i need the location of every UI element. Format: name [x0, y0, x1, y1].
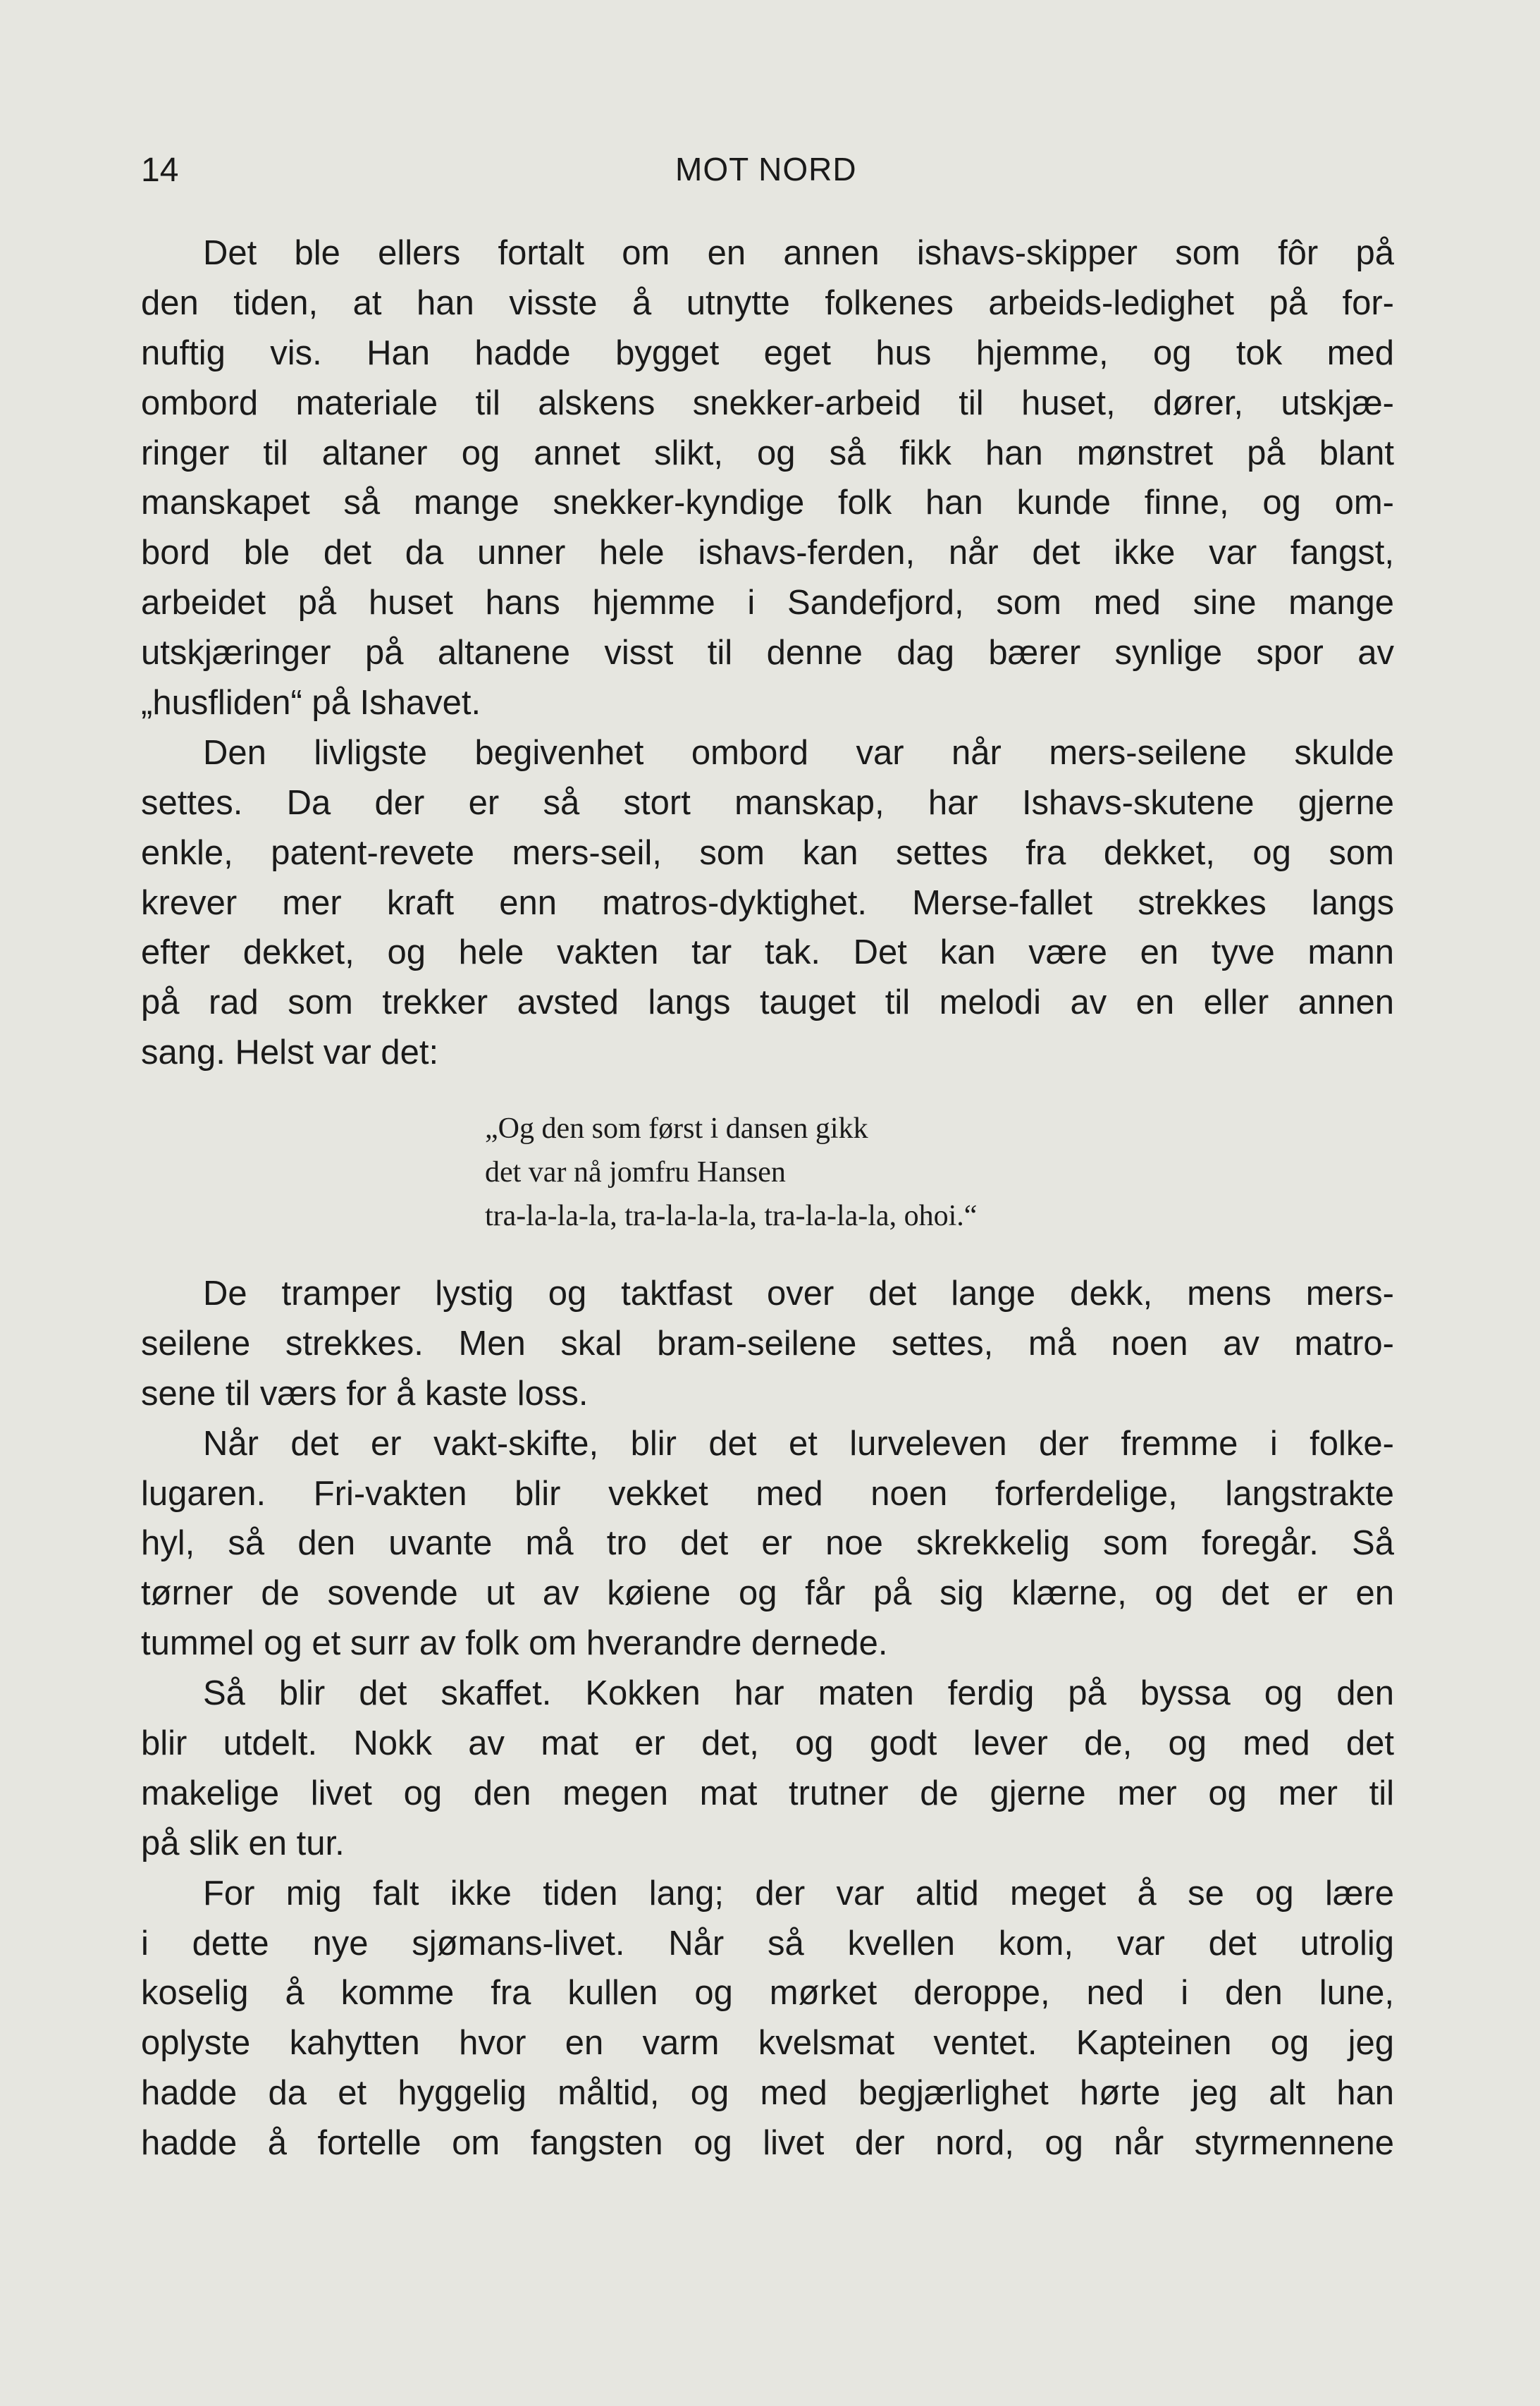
- text-line: arbeidet på huset hans hjemme i Sandefjord, som med sine mange: [141, 584, 1394, 622]
- text-line: på slik en tur.: [141, 1824, 345, 1862]
- text-line: For mig falt ikke tiden lang; der var altid meget å se og lære: [203, 1874, 1394, 1913]
- text-line: nuftig vis. Han hadde bygget eget hus hjemme, og tok med: [141, 333, 1394, 372]
- text-line: krever mer kraft enn matros-dyktighet. Merse-fallet strekkes langs: [141, 883, 1394, 922]
- text-line: „husfliden“ på Ishavet.: [141, 684, 481, 723]
- text-line: sang. Helst var det:: [141, 1033, 439, 1072]
- text-line: koselig å komme fra kullen og mørket deroppe, ned i den lune,: [141, 1974, 1394, 2013]
- verse-line: „Og den som først i dansen gikk: [485, 1112, 868, 1145]
- verse-line: tra-la-la-la, tra-la-la-la, tra-la-la-la, ohoi.“: [485, 1200, 978, 1232]
- text-line: hyl, så den uvante må tro det er noe skrekkelig som foregår. Så: [141, 1524, 1394, 1563]
- text-line: efter dekket, og hele vakten tar tak. Det kan være en tyve mann: [141, 933, 1394, 972]
- text-line: lugaren. Fri-vakten blir vekket med noen forferdelige, langstrakte: [141, 1474, 1394, 1513]
- running-title: MOT NORD: [675, 151, 857, 188]
- text-line: manskapet så mange snekker-kyndige folk han kunde finne, og om-: [141, 484, 1394, 522]
- text-line: seilene strekkes. Men skal bram-seilene settes, må noen av matro-: [141, 1324, 1394, 1363]
- text-line: oplyste kahytten hvor en varm kvelsmat ventet. Kapteinen og jeg: [141, 2024, 1394, 2063]
- text-line: i dette nye sjømans-livet. Når så kvellen kom, var det utrolig: [141, 1924, 1394, 1963]
- verse-quote: [485, 1107, 977, 1238]
- text-line: på rad som trekker avsted langs tauget til melodi av en eller annen: [141, 983, 1394, 1022]
- text-line: den tiden, at han visste å utnytte folkenes arbeids-ledighet på for-: [141, 283, 1394, 322]
- text-line: makelige livet og den megen mat trutner de gjerne mer og mer til: [141, 1774, 1394, 1812]
- text-line: ombord materiale til alskens snekker-arbeid til huset, dører, utskjæ-: [141, 383, 1394, 422]
- text-line: bord ble det da unner hele ishavs-ferden, når det ikke var fangst,: [141, 534, 1394, 572]
- text-line: hadde å fortelle om fangsten og livet der nord, og når styrmennene: [141, 2124, 1394, 2163]
- text-line: enkle, patent-revete mers-seil, som kan settes fra dekket, og som: [141, 833, 1394, 872]
- text-line: Når det er vakt-skifte, blir det et lurveleven der fremme i folke-: [203, 1424, 1394, 1463]
- page-number: 14: [141, 152, 179, 189]
- verse-line: det var nå jomfru Hansen: [485, 1156, 786, 1189]
- text-line: Det ble ellers fortalt om en annen ishavs-skipper som fôr på: [203, 234, 1394, 272]
- text-line: De tramper lystig og taktfast over det lange dekk, mens mers-: [203, 1275, 1394, 1313]
- text-line: Den livligste begivenhet ombord var når mers-seilene skulde: [203, 733, 1394, 772]
- text-line: settes. Da der er så stort manskap, har Ishavs-skutene gjerne: [141, 783, 1394, 822]
- text-line: hadde da et hyggelig måltid, og med begjærlighet hørte jeg alt han: [141, 2074, 1394, 2113]
- text-line: sene til værs for å kaste loss.: [141, 1374, 589, 1413]
- text-line: blir utdelt. Nokk av mat er det, og godt lever de, og med det: [141, 1724, 1394, 1763]
- text-line: Så blir det skaffet. Kokken har maten ferdig på byssa og den: [203, 1674, 1394, 1713]
- text-line: tummel og et surr av folk om hverandre dernede.: [141, 1624, 888, 1663]
- text-line: ringer til altaner og annet slikt, og så fikk han mønstret på blant: [141, 434, 1394, 472]
- text-line: tørner de sovende ut av køiene og får på sig klærne, og det er en: [141, 1574, 1394, 1613]
- text-block-lower: [141, 1269, 1394, 2168]
- text-block-upper: [141, 228, 1394, 1078]
- text-line: utskjæringer på altanene visst til denne dag bærer synlige spor av: [141, 634, 1394, 673]
